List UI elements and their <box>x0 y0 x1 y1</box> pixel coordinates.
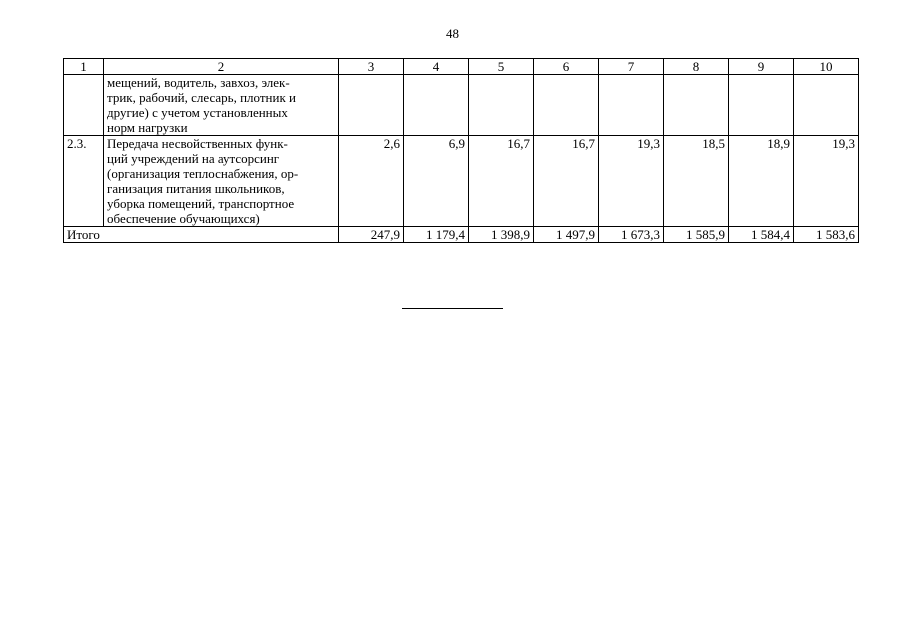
description-line: ганизация питания школьников, <box>107 181 285 196</box>
description-line: норм нагрузки <box>107 120 188 135</box>
description-line: ций учреждений на аутсорсинг <box>107 151 280 166</box>
row-value <box>339 75 404 136</box>
column-header: 8 <box>664 59 729 75</box>
description-line: (организация теплоснабжения, ор- <box>107 166 299 181</box>
row-value <box>664 75 729 136</box>
total-value: 1 673,3 <box>599 227 664 243</box>
table-row <box>64 75 859 136</box>
column-header: 7 <box>599 59 664 75</box>
row-value: 6,9 <box>404 136 469 227</box>
total-value: 1 497,9 <box>534 227 599 243</box>
total-value: 1 583,6 <box>794 227 859 243</box>
page-number: 48 <box>446 26 459 41</box>
total-value: 1 179,4 <box>404 227 469 243</box>
description-line: обеспечение обучающихся) <box>107 211 260 226</box>
row-value <box>794 75 859 136</box>
row-value <box>534 75 599 136</box>
total-value: 1 398,9 <box>469 227 534 243</box>
row-index <box>64 75 104 136</box>
row-value <box>599 75 664 136</box>
table-header-row <box>64 59 859 75</box>
column-header: 3 <box>339 59 404 75</box>
row-value <box>729 75 794 136</box>
row-value <box>469 75 534 136</box>
row-value: 18,9 <box>729 136 794 227</box>
row-value: 2,6 <box>339 136 404 227</box>
column-header: 2 <box>104 59 339 75</box>
row-value: 16,7 <box>534 136 599 227</box>
description-line: Передача несвойственных функ- <box>107 136 288 151</box>
total-value: 1 585,9 <box>664 227 729 243</box>
row-description <box>104 75 339 136</box>
description-line: мещений, водитель, завхоз, элек- <box>107 75 290 90</box>
description-line: другие) с учетом установленных <box>107 105 288 120</box>
row-value: 16,7 <box>469 136 534 227</box>
column-header: 4 <box>404 59 469 75</box>
table-total-row <box>64 227 859 243</box>
end-divider-line <box>402 308 503 309</box>
description-line: трик, рабочий, слесарь, плотник и <box>107 90 296 105</box>
row-value: 18,5 <box>664 136 729 227</box>
column-header: 9 <box>729 59 794 75</box>
description-line: уборка помещений, транспортное <box>107 196 295 211</box>
column-header: 1 <box>64 59 104 75</box>
row-description <box>104 136 339 227</box>
row-value: 19,3 <box>599 136 664 227</box>
total-value: 247,9 <box>339 227 404 243</box>
column-header: 10 <box>794 59 859 75</box>
row-index: 2.3. <box>64 136 104 227</box>
data-table <box>63 58 859 243</box>
total-label: Итого <box>64 227 339 243</box>
row-value <box>404 75 469 136</box>
column-header: 5 <box>469 59 534 75</box>
table-row <box>64 136 859 227</box>
total-value: 1 584,4 <box>729 227 794 243</box>
row-value: 19,3 <box>794 136 859 227</box>
column-header: 6 <box>534 59 599 75</box>
